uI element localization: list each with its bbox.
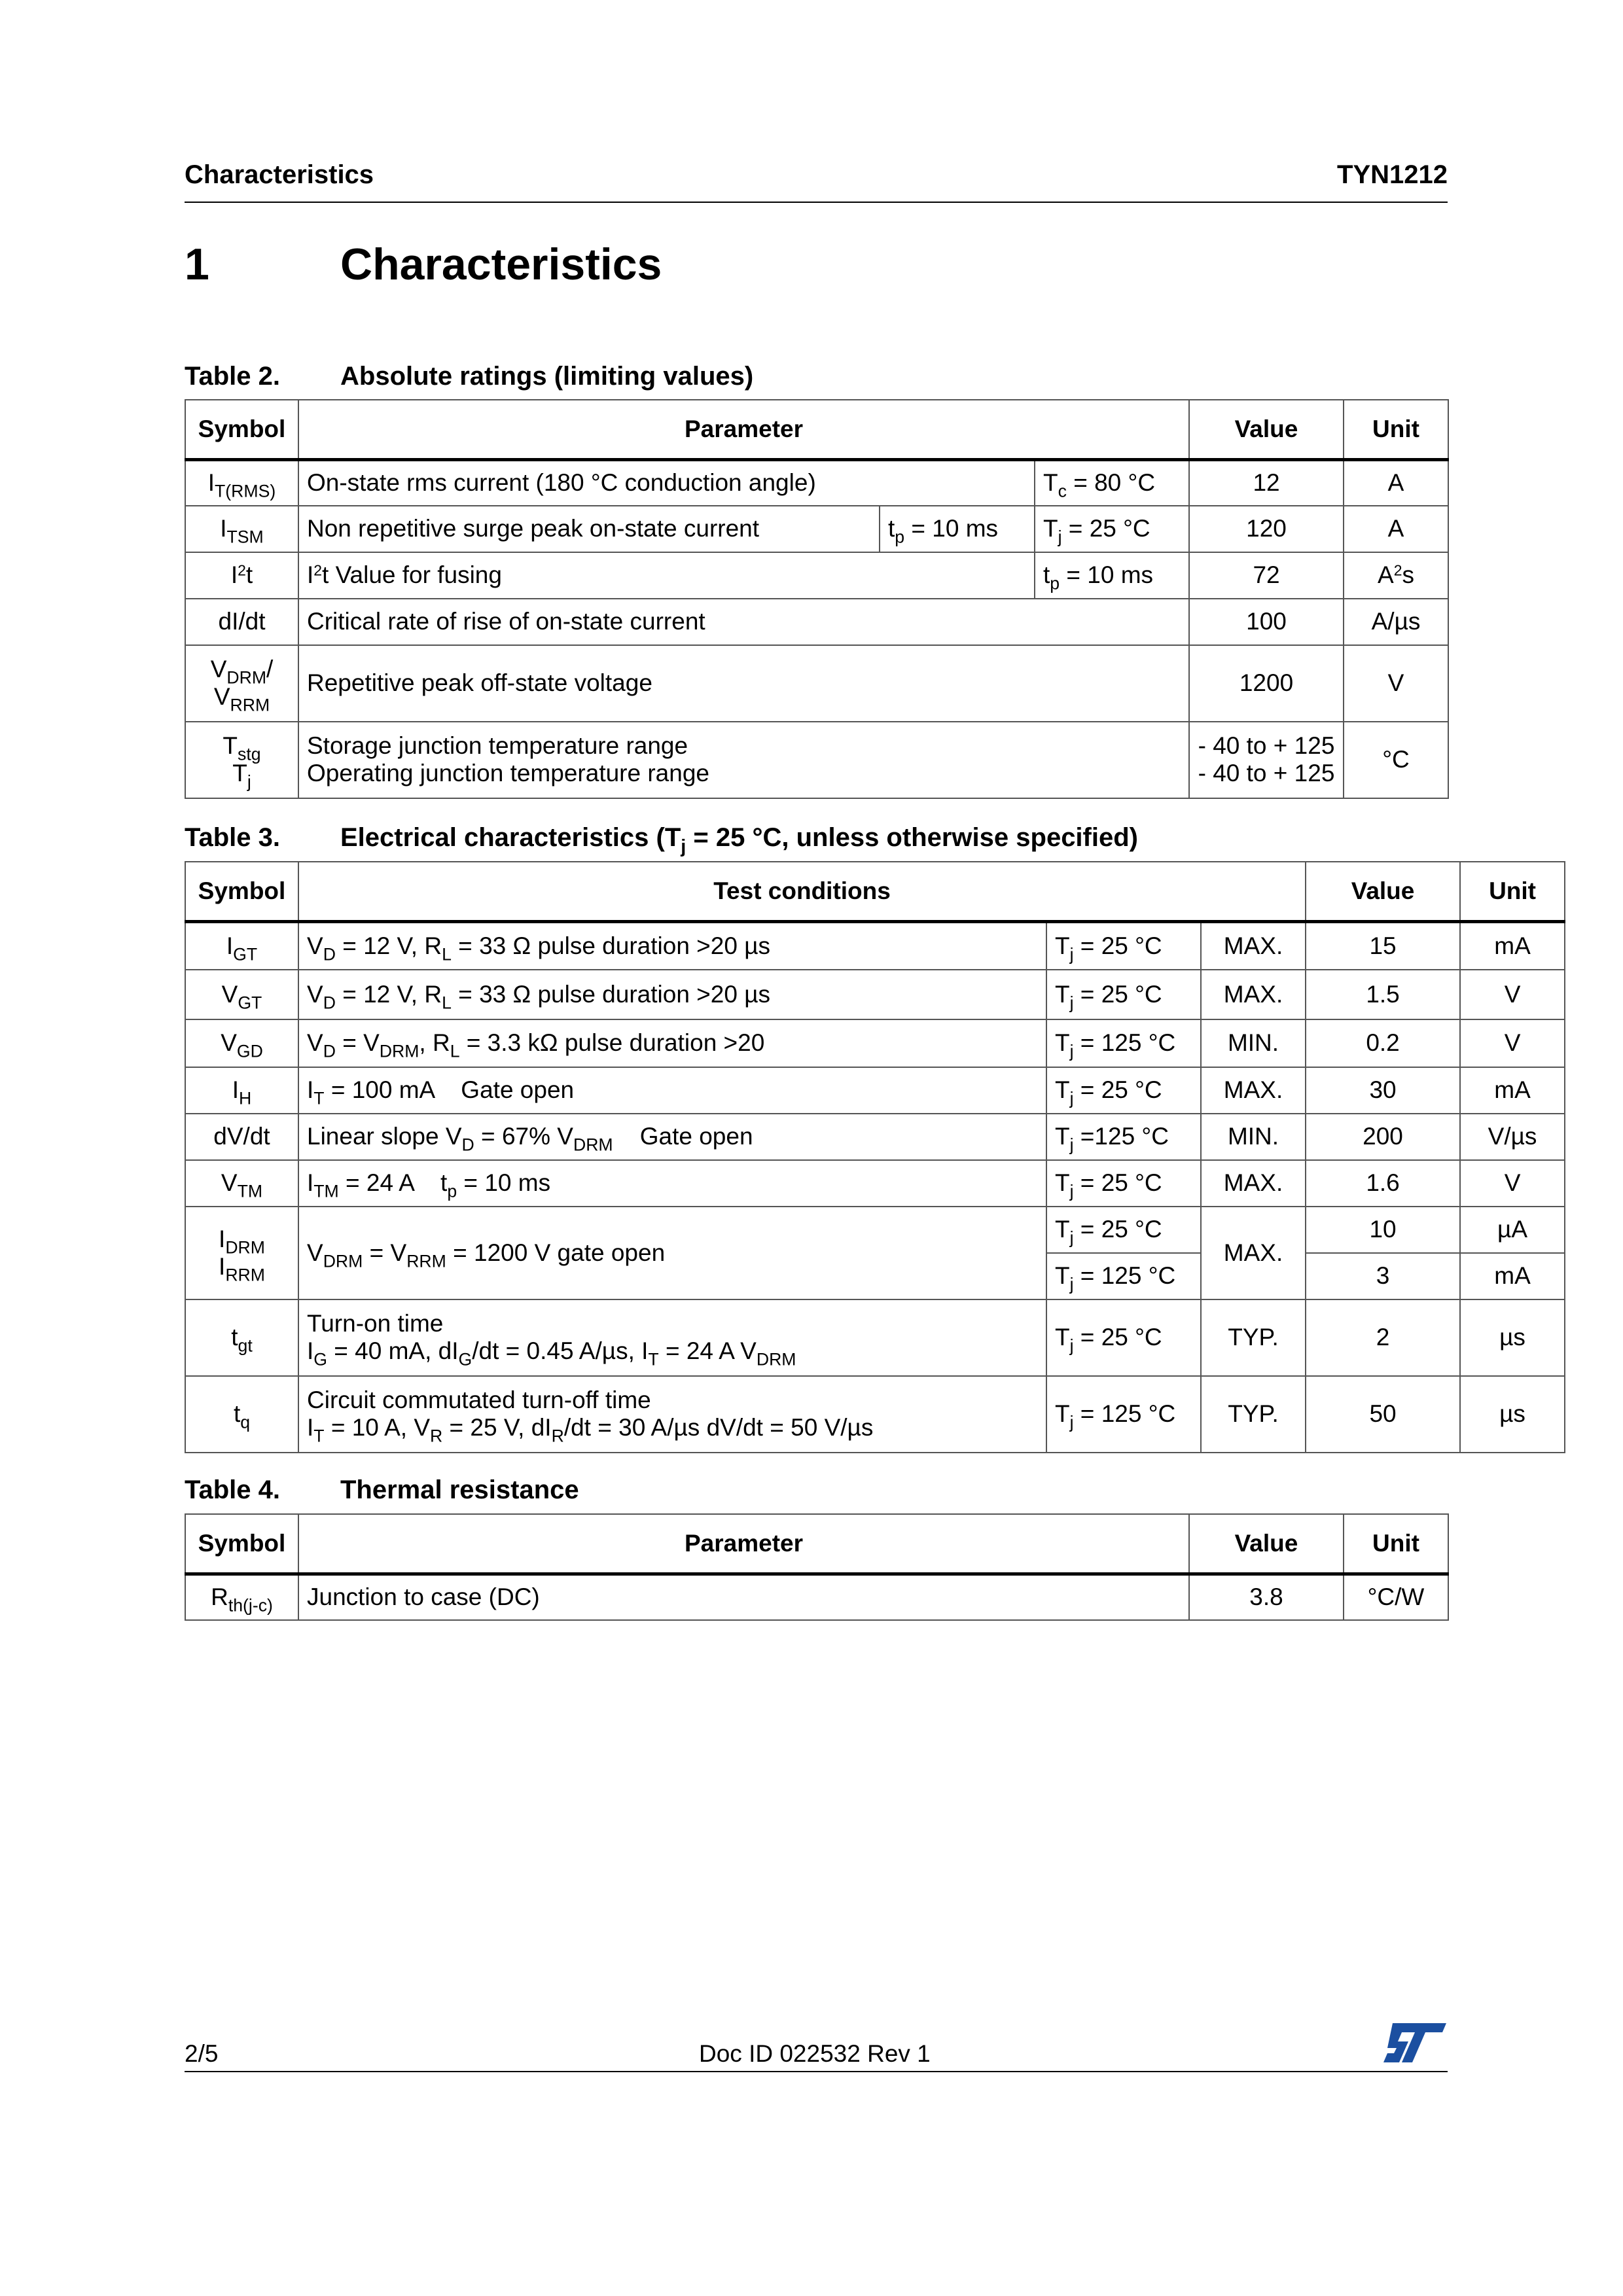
table4-caption bbox=[185, 1475, 579, 1505]
condition-cell: $V_{DRM} = V_{RRM} = 1200$ V gate open bbox=[298, 1207, 1046, 1299]
table-row bbox=[185, 1067, 1565, 1114]
value-cell: 72 bbox=[1189, 552, 1344, 599]
value-cell: 2 bbox=[1306, 1299, 1460, 1376]
parameter-cell: Non repetitive surge peak on-state current bbox=[298, 506, 880, 552]
table-row bbox=[185, 552, 1448, 599]
table4-thermal-resistance bbox=[185, 1513, 1449, 1621]
table4-caption-label: Table 4. bbox=[185, 1475, 280, 1504]
table-row bbox=[185, 1376, 1565, 1453]
table4-caption-title: Thermal resistance bbox=[340, 1475, 579, 1504]
table3-header-conditions: Test conditions bbox=[298, 862, 1306, 922]
symbol-cell: $t_q$ bbox=[185, 1376, 298, 1453]
condition-cell: $t_p = 10$ ms bbox=[880, 506, 1035, 552]
temperature-cell: $T_j = 25$ °C bbox=[1046, 970, 1201, 1019]
limit-cell: TYP. bbox=[1201, 1299, 1306, 1376]
table-row bbox=[185, 970, 1565, 1019]
table2-absolute-ratings bbox=[185, 399, 1449, 799]
value-cell: 1200 bbox=[1189, 645, 1344, 722]
unit-cell: V bbox=[1460, 1160, 1565, 1207]
value-cell: 3.8 bbox=[1189, 1574, 1344, 1620]
table3-header-value: Value bbox=[1306, 862, 1460, 922]
unit-cell: µs bbox=[1460, 1376, 1565, 1453]
limit-cell: MIN. bbox=[1201, 1114, 1306, 1160]
footer-rule bbox=[185, 2071, 1448, 2072]
unit-cell: °C bbox=[1344, 722, 1448, 798]
symbol-cell: dI/dt bbox=[185, 599, 298, 645]
limit-cell: MAX. bbox=[1201, 970, 1306, 1019]
section-title: Characteristics bbox=[340, 239, 662, 289]
symbol-cell: $t_{gt}$ bbox=[185, 1299, 298, 1376]
table-row bbox=[185, 922, 1565, 970]
table-row bbox=[185, 1160, 1565, 1207]
symbol-cell: $V_{DRM}/$ $V_{RRM}$ bbox=[185, 645, 298, 722]
symbol-cell: $I_{GT}$ bbox=[185, 922, 298, 970]
unit-cell: A bbox=[1344, 460, 1448, 506]
page-number: 2/5 bbox=[185, 2040, 219, 2067]
table-row bbox=[185, 506, 1448, 552]
unit-cell: V bbox=[1460, 1019, 1565, 1067]
table2-caption-label: Table 2. bbox=[185, 362, 280, 391]
value-cell: 200 bbox=[1306, 1114, 1460, 1160]
unit-cell: µs bbox=[1460, 1299, 1565, 1376]
symbol-cell: $I_{T(RMS)}$ bbox=[185, 460, 298, 506]
value-cell: 1.5 bbox=[1306, 970, 1460, 1019]
parameter-cell: Repetitive peak off-state voltage bbox=[298, 645, 1189, 722]
symbol-cell: $I_{TSM}$ bbox=[185, 506, 298, 552]
table2-header-parameter: Parameter bbox=[298, 400, 1189, 460]
limit-cell: TYP. bbox=[1201, 1376, 1306, 1453]
table3-caption: Table 3. Electrical characteristics ($T_j = 25$ °C, unless otherwise specified) bbox=[185, 823, 1138, 858]
condition-cell: $t_p = 10$ ms bbox=[1035, 552, 1189, 599]
condition-cell: Turn-on time $I_G = 40$ mA, $dI_G/dt = 0.45$ A/µs, $I_T = 24$ A $V_{DRM}$ bbox=[298, 1299, 1046, 1376]
table2-header-symbol: Symbol bbox=[185, 400, 298, 460]
value-cell: 120 bbox=[1189, 506, 1344, 552]
condition-cell: Circuit commutated turn-off time $I_T = 10$ A, $V_R = 25$ V, $dI_R/dt = 30$ A/µs dV/dt = 50 V/µs bbox=[298, 1376, 1046, 1453]
unit-cell: V bbox=[1344, 645, 1448, 722]
limit-cell: MAX. bbox=[1201, 1067, 1306, 1114]
symbol-cell: $I_H$ bbox=[185, 1067, 298, 1114]
temperature-cell: $T_j = 25$ °C bbox=[1046, 1067, 1201, 1114]
unit-cell: A bbox=[1344, 506, 1448, 552]
running-header-section: Characteristics bbox=[185, 160, 374, 189]
table4-header-symbol: Symbol bbox=[185, 1514, 298, 1574]
temperature-cell: $T_j =125$ °C bbox=[1046, 1114, 1201, 1160]
parameter-cell: Junction to case (DC) bbox=[298, 1574, 1189, 1620]
value-cell: 10 bbox=[1306, 1207, 1460, 1253]
unit-cell: mA bbox=[1460, 922, 1565, 970]
table-row bbox=[185, 1207, 1565, 1253]
unit-cell: V bbox=[1460, 970, 1565, 1019]
st-logo-icon bbox=[1382, 2021, 1448, 2065]
parameter-cell: Critical rate of rise of on-state current bbox=[298, 599, 1189, 645]
table4-header-parameter: Parameter bbox=[298, 1514, 1189, 1574]
temperature-cell: $T_j = 25$ °C bbox=[1046, 1299, 1201, 1376]
document-id: Doc ID 022532 Rev 1 bbox=[699, 2040, 931, 2067]
condition-cell: $V_D = 12$ V, $R_L = 33$ Ω pulse duration >20 µs bbox=[298, 970, 1046, 1019]
value-cell: 12 bbox=[1189, 460, 1344, 506]
value-cell: 100 bbox=[1189, 599, 1344, 645]
unit-cell: mA bbox=[1460, 1253, 1565, 1299]
table2-caption bbox=[185, 362, 753, 391]
table2-header-unit: Unit bbox=[1344, 400, 1448, 460]
condition-cell: $I_T = 100$ mA Gate open bbox=[298, 1067, 1046, 1114]
table-row bbox=[185, 599, 1448, 645]
value-cell: 30 bbox=[1306, 1067, 1460, 1114]
value-cell: 50 bbox=[1306, 1376, 1460, 1453]
table4-header-value: Value bbox=[1189, 1514, 1344, 1574]
parameter-cell: $I^2t$ Value for fusing bbox=[298, 552, 1035, 599]
table3-electrical-characteristics bbox=[185, 861, 1565, 1453]
table-row bbox=[185, 1574, 1448, 1620]
symbol-cell: $R_{th(j-c)}$ bbox=[185, 1574, 298, 1620]
condition-cell: $T_c = 80$ °C bbox=[1035, 460, 1189, 506]
value-cell: - 40 to + 125 - 40 to + 125 bbox=[1189, 722, 1344, 798]
table-row bbox=[185, 460, 1448, 506]
symbol-cell: $V_{TM}$ bbox=[185, 1160, 298, 1207]
limit-cell: MAX. bbox=[1201, 1160, 1306, 1207]
header-rule bbox=[185, 202, 1448, 203]
temperature-cell: $T_j = 125$ °C bbox=[1046, 1019, 1201, 1067]
value-cell: 3 bbox=[1306, 1253, 1460, 1299]
limit-cell: MAX. bbox=[1201, 922, 1306, 970]
symbol-cell: dV/dt bbox=[185, 1114, 298, 1160]
temperature-cell: $T_j = 25$ °C bbox=[1046, 1160, 1201, 1207]
unit-cell: mA bbox=[1460, 1067, 1565, 1114]
running-header-part-number: TYN1212 bbox=[1337, 160, 1448, 189]
value-cell: 15 bbox=[1306, 922, 1460, 970]
limit-cell: MIN. bbox=[1201, 1019, 1306, 1067]
table-row bbox=[185, 722, 1448, 798]
value-cell: 0.2 bbox=[1306, 1019, 1460, 1067]
condition-cell: Linear slope $V_D = 67\%$ $V_{DRM}$ Gate open bbox=[298, 1114, 1046, 1160]
value-cell: 1.6 bbox=[1306, 1160, 1460, 1207]
condition-cell: $V_D = V_{DRM}$, $R_L = 3.3$ kΩ pulse duration >20 bbox=[298, 1019, 1046, 1067]
symbol-cell: $T_{stg}$ $T_j$ bbox=[185, 722, 298, 798]
parameter-cell: On-state rms current (180 °C conduction angle) bbox=[298, 460, 1035, 506]
section-number: 1 bbox=[185, 239, 209, 289]
symbol-cell: $V_{GD}$ bbox=[185, 1019, 298, 1067]
table4-header-unit: Unit bbox=[1344, 1514, 1448, 1574]
unit-cell: $A^2s$ bbox=[1344, 552, 1448, 599]
table2-caption-title: Absolute ratings (limiting values) bbox=[340, 362, 754, 391]
limit-cell: MAX. bbox=[1201, 1207, 1306, 1299]
table3-header-symbol: Symbol bbox=[185, 862, 298, 922]
table-row bbox=[185, 1114, 1565, 1160]
temperature-cell: $T_j = 25$ °C bbox=[1046, 922, 1201, 970]
symbol-cell: $V_{GT}$ bbox=[185, 970, 298, 1019]
temperature-cell: $T_j = 125$ °C bbox=[1046, 1253, 1201, 1299]
table2-header-value: Value bbox=[1189, 400, 1344, 460]
table3-caption-label: Table 3. bbox=[185, 823, 280, 852]
condition-cell: $T_j = 25$ °C bbox=[1035, 506, 1189, 552]
table-row bbox=[185, 1299, 1565, 1376]
unit-cell: °C/W bbox=[1344, 1574, 1448, 1620]
symbol-cell: $I^2t$ bbox=[185, 552, 298, 599]
table3-header-unit: Unit bbox=[1460, 862, 1565, 922]
symbol-cell: $I_{DRM}$ $I_{RRM}$ bbox=[185, 1207, 298, 1299]
condition-cell: $I_{TM} = 24$ A $t_p = 10$ ms bbox=[298, 1160, 1046, 1207]
temperature-cell: $T_j = 25$ °C bbox=[1046, 1207, 1201, 1253]
temperature-cell: $T_j = 125$ °C bbox=[1046, 1376, 1201, 1453]
parameter-cell: Storage junction temperature range Operating junction temperature range bbox=[298, 722, 1189, 798]
condition-cell: $V_D = 12$ V, $R_L = 33$ Ω pulse duration >20 µs bbox=[298, 922, 1046, 970]
unit-cell: A/µs bbox=[1344, 599, 1448, 645]
table-row bbox=[185, 645, 1448, 722]
unit-cell: V/µs bbox=[1460, 1114, 1565, 1160]
table-row bbox=[185, 1019, 1565, 1067]
unit-cell: µA bbox=[1460, 1207, 1565, 1253]
